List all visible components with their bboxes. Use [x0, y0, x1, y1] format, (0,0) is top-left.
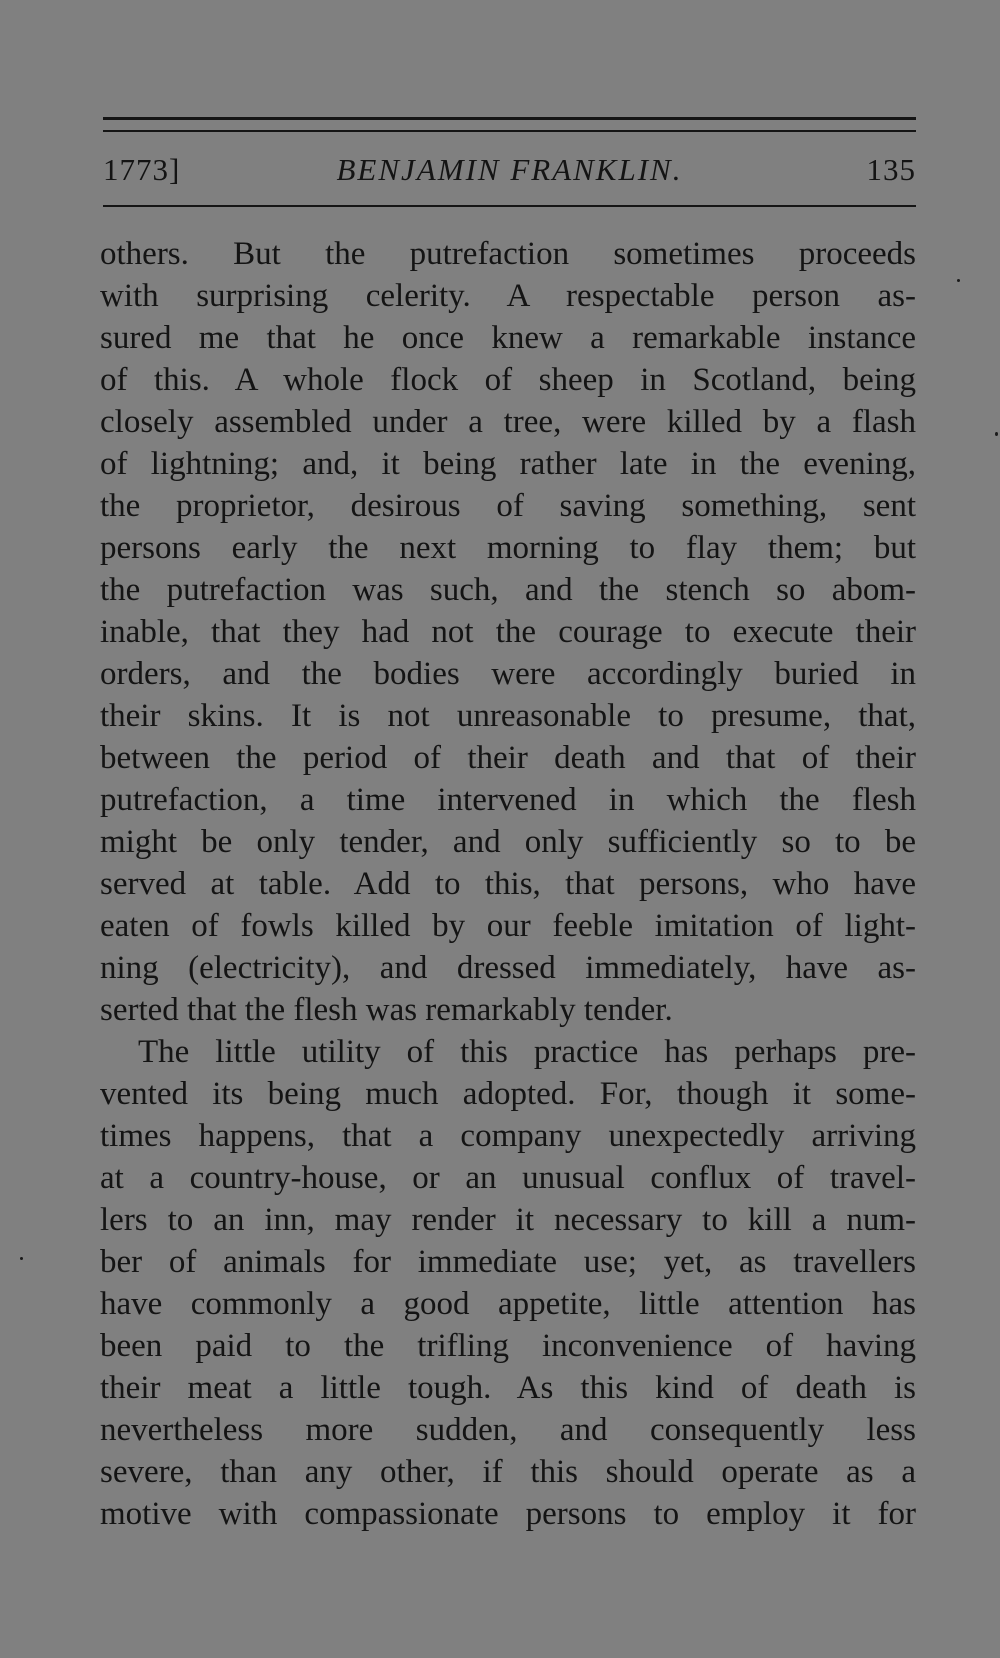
- text-line: vented its being much adopted. For, though it some-: [100, 1076, 916, 1112]
- running-head-year: 1773]: [103, 152, 181, 187]
- text-line: persons early the next morning to flay them; but: [100, 530, 916, 566]
- text-line: of lightning; and, it being rather late in the evening,: [100, 446, 916, 482]
- paragraph-first-line: The little utility of this practice has perhaps pre-: [138, 1034, 916, 1070]
- text-line: motive with compassionate persons to employ it for: [100, 1496, 916, 1532]
- header-rule-bottom: [103, 205, 916, 207]
- text-line: times happens, that a company unexpectedly arriving: [100, 1118, 916, 1154]
- text-line: their meat a little tough. As this kind of death is: [100, 1370, 916, 1406]
- text-line: the putrefaction was such, and the stench so abom-: [100, 572, 916, 608]
- running-head: [103, 148, 916, 192]
- text-line: putrefaction, a time intervened in which the flesh: [100, 782, 916, 818]
- text-line: been paid to the trifling inconvenience of having: [100, 1328, 916, 1364]
- text-line: inable, that they had not the courage to execute their: [100, 614, 916, 650]
- running-head-title: BENJAMIN FRANKLIN.: [336, 152, 683, 187]
- text-line: orders, and the bodies were accordingly buried in: [100, 656, 916, 692]
- text-line: their skins. It is not unreasonable to presume, that,: [100, 698, 916, 734]
- text-line: have commonly a good appetite, little attention has: [100, 1286, 916, 1322]
- text-line: lers to an inn, may render it necessary to kill a num-: [100, 1202, 916, 1238]
- paragraph-end-line: serted that the flesh was remarkably tender.: [100, 992, 673, 1028]
- text-line: of this. A whole flock of sheep in Scotland, being: [100, 362, 916, 398]
- text-line: ber of animals for immediate use; yet, as travellers: [100, 1244, 916, 1280]
- text-line: eaten of fowls killed by our feeble imitation of light-: [100, 908, 916, 944]
- text-line: others. But the putrefaction sometimes proceeds: [100, 236, 916, 272]
- text-line: with surprising celerity. A respectable person as-: [100, 278, 916, 314]
- scan-speck: [995, 432, 998, 436]
- text-line: at a country-house, or an unusual conflux of travel-: [100, 1160, 916, 1196]
- text-line: nevertheless more sudden, and consequently less: [100, 1412, 916, 1448]
- scan-speck: [20, 1257, 23, 1260]
- text-line: ning (electricity), and dressed immediately, have as-: [100, 950, 916, 986]
- header-rule-second: [103, 130, 916, 132]
- text-line: the proprietor, desirous of saving something, sent: [100, 488, 916, 524]
- text-line: served at table. Add to this, that persons, who have: [100, 866, 916, 902]
- text-line: might be only tender, and only sufficiently so to be: [100, 824, 916, 860]
- text-line: between the period of their death and that of their: [100, 740, 916, 776]
- text-line: severe, than any other, if this should operate as a: [100, 1454, 916, 1490]
- text-line: closely assembled under a tree, were killed by a flash: [100, 404, 916, 440]
- page-number: 135: [866, 152, 916, 187]
- body-text: [100, 233, 916, 1535]
- header-rule-top: [103, 117, 916, 120]
- scan-speck: [957, 279, 960, 282]
- text-line: sured me that he once knew a remarkable instance: [100, 320, 916, 356]
